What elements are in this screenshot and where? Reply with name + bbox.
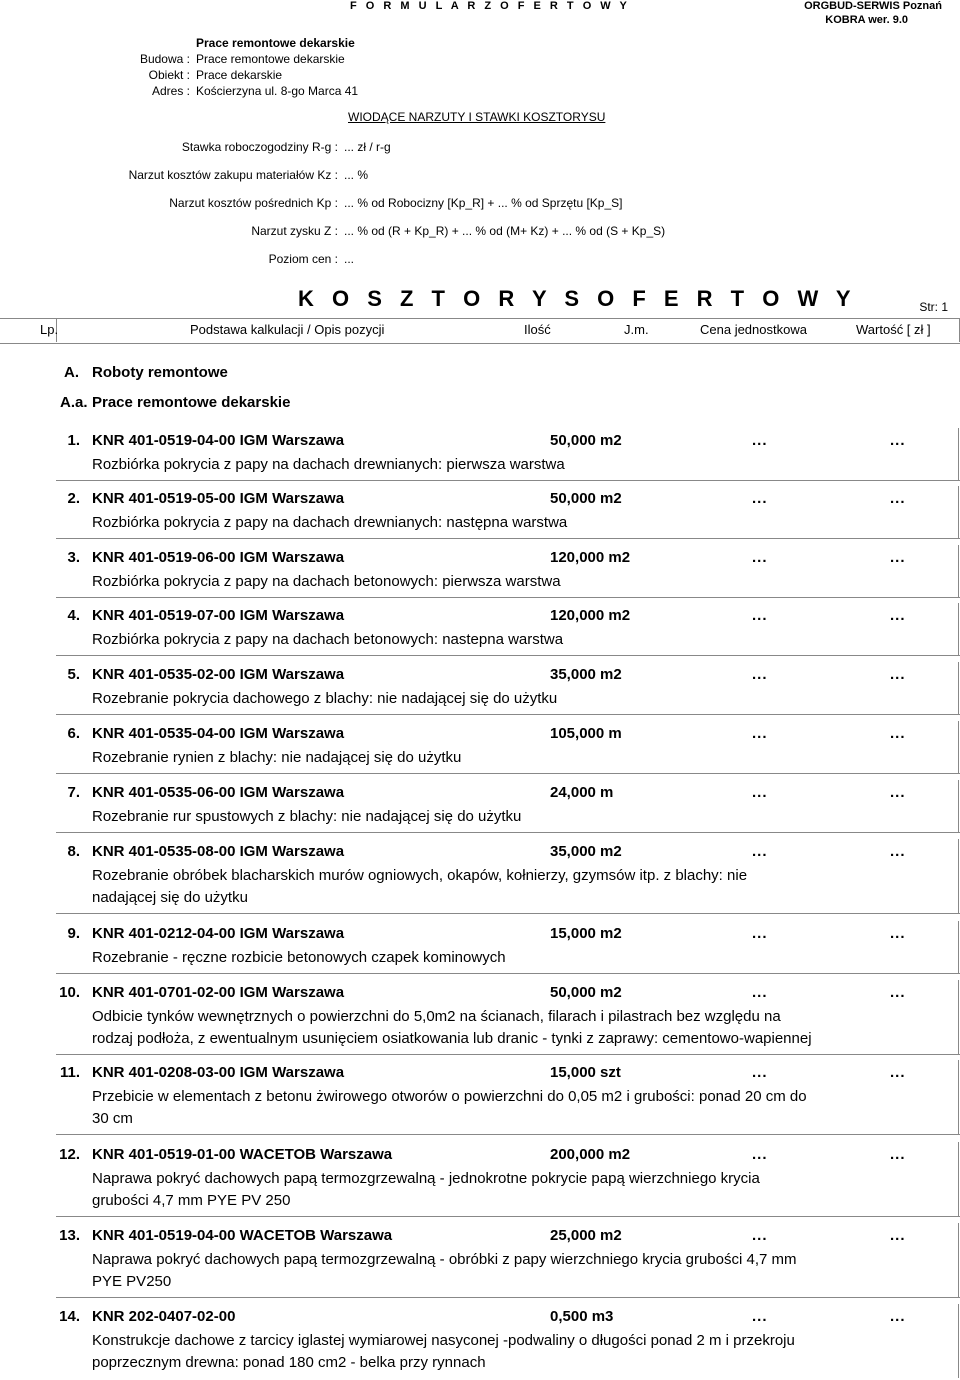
- row-value: ...: [890, 784, 906, 801]
- row-right-border: [958, 486, 959, 538]
- section-aa-name: Prace remontowe dekarskie: [92, 394, 291, 411]
- row-number: 12.: [59, 1146, 80, 1163]
- row-right-border: [958, 1223, 959, 1297]
- row-number: 1.: [67, 432, 80, 449]
- row-number: 4.: [67, 607, 80, 624]
- row-right-border: [958, 721, 959, 773]
- kp-value: ... % od Robocizny [Kp_R] + ... % od Sprzętu [Kp_S]: [344, 196, 623, 210]
- row-unit-price: ...: [752, 725, 768, 742]
- col-lp: Lp.: [40, 322, 59, 337]
- col-basis: Podstawa kalkulacji / Opis pozycji: [190, 322, 385, 337]
- software-version: KOBRA wer. 9.0: [825, 14, 908, 26]
- row-quantity: 120,000 m2: [550, 607, 631, 624]
- column-header-bar: [0, 318, 960, 344]
- row-unit-price: ...: [752, 549, 768, 566]
- row-number: 8.: [67, 843, 80, 860]
- row-unit-price: ...: [752, 607, 768, 624]
- row-unit-price: ...: [752, 490, 768, 507]
- row-number: 5.: [67, 666, 80, 683]
- row-description: Rozbiórka pokrycia z papy na dachach drewnianych: pierwsza warstwa: [92, 456, 565, 473]
- row-quantity: 50,000 m2: [550, 432, 622, 449]
- row-code: KNR 401-0519-07-00 IGM Warszawa: [92, 607, 345, 624]
- row-number: 7.: [67, 784, 80, 801]
- row-separator: [56, 480, 960, 481]
- kz-value: ... %: [344, 168, 369, 182]
- row-value: ...: [890, 1064, 906, 1081]
- adres-value: Kościerzyna ul. 8-go Marca 41: [196, 84, 359, 98]
- row-value: ...: [890, 925, 906, 942]
- section-a-name: Roboty remontowe: [92, 364, 228, 381]
- row-unit-price: ...: [752, 784, 768, 801]
- row-unit-price: ...: [752, 1064, 768, 1081]
- rg-value: ... zł / r-g: [344, 140, 391, 154]
- row-code: KNR 401-0535-08-00 IGM Warszawa: [92, 843, 345, 860]
- row-number: 14.: [59, 1308, 80, 1325]
- row-separator: [56, 832, 960, 833]
- row-unit-price: ...: [752, 843, 768, 860]
- row-code: KNR 401-0535-04-00 IGM Warszawa: [92, 725, 345, 742]
- kp-label: Narzut kosztów pośrednich Kp :: [169, 196, 338, 210]
- row-separator: [56, 597, 960, 598]
- col-unit: J.m.: [624, 322, 649, 337]
- row-quantity: 25,000 m2: [550, 1227, 622, 1244]
- row-right-border: [958, 780, 959, 832]
- document-title: K O S Z T O R Y S O F E R T O W Y: [298, 286, 857, 311]
- row-number: 6.: [67, 725, 80, 742]
- row-number: 10.: [59, 984, 80, 1001]
- row-unit-price: ...: [752, 1227, 768, 1244]
- page-number: Str: 1: [919, 300, 948, 314]
- obiekt-label: Obiekt :: [148, 68, 190, 82]
- row-description: Naprawa pokryć dachowych papą termozgrzewalną - obróbki z papy wierzchniego krycia grubości 4,7 mm PYE PV250: [92, 1251, 797, 1290]
- form-title: F O R M U L A R Z O F E R T O W Y: [350, 0, 630, 12]
- row-right-border: [958, 839, 959, 913]
- price-level-label: Poziom cen :: [268, 252, 338, 266]
- row-value: ...: [890, 1308, 906, 1325]
- company-name: ORGBUD-SERWIS Poznań: [804, 0, 942, 12]
- budowa-label: Budowa :: [139, 52, 190, 66]
- row-unit-price: ...: [752, 925, 768, 942]
- row-separator: [56, 1054, 960, 1055]
- row-description: Rozbiórka pokrycia z papy na dachach betonowych: nastepna warstwa: [92, 631, 564, 648]
- row-number: 13.: [59, 1227, 80, 1244]
- row-description: Rozebranie rynien z blachy: nie nadającej się do użytku: [92, 749, 462, 766]
- price-level-value: ...: [344, 252, 355, 266]
- row-description: Rozebranie pokrycia dachowego z blachy: nie nadającej się do użytku: [92, 690, 558, 707]
- row-description: Rozbiórka pokrycia z papy na dachach drewnianych: następna warstwa: [92, 514, 568, 531]
- rates-title: WIODĄCE NARZUTY I STAWKI KOSZTORYSU: [348, 110, 606, 124]
- row-value: ...: [890, 607, 906, 624]
- row-separator: [56, 538, 960, 539]
- section-a-number: A.: [64, 364, 79, 381]
- row-value: ...: [890, 490, 906, 507]
- row-separator: [56, 714, 960, 715]
- row-separator: [56, 1216, 960, 1217]
- budowa-value: Prace remontowe dekarskie: [196, 52, 345, 66]
- col-unit-price: Cena jednostkowa: [700, 322, 807, 337]
- row-number: 2.: [67, 490, 80, 507]
- row-description: Przebicie w elementach z betonu żwirowego otworów o powierzchni do 0,05 m2 i grubości: ponad 20 cm do 30 cm: [92, 1088, 807, 1127]
- row-unit-price: ...: [752, 666, 768, 683]
- row-unit-price: ...: [752, 984, 768, 1001]
- row-code: KNR 401-0535-06-00 IGM Warszawa: [92, 784, 345, 801]
- row-description: Rozbiórka pokrycia z papy na dachach betonowych: pierwsza warstwa: [92, 573, 561, 590]
- row-value: ...: [890, 1227, 906, 1244]
- row-quantity: 15,000 m2: [550, 925, 622, 942]
- row-description: Rozebranie rur spustowych z blachy: nie nadającej się do użytku: [92, 808, 522, 825]
- row-right-border: [958, 980, 959, 1054]
- row-separator: [56, 913, 960, 914]
- row-separator: [56, 655, 960, 656]
- row-value: ...: [890, 432, 906, 449]
- row-number: 9.: [67, 925, 80, 942]
- col-qty: Ilość: [524, 322, 551, 337]
- row-value: ...: [890, 549, 906, 566]
- row-unit-price: ...: [752, 1308, 768, 1325]
- row-code: KNR 401-0519-05-00 IGM Warszawa: [92, 490, 345, 507]
- row-right-border: [958, 1060, 959, 1134]
- project-name: Prace remontowe dekarskie: [196, 36, 355, 50]
- row-right-border: [958, 1304, 959, 1378]
- row-separator: [56, 1297, 960, 1298]
- row-code: KNR 202-0407-02-00: [92, 1308, 236, 1325]
- rg-label: Stawka roboczogodziny R-g :: [181, 140, 338, 154]
- row-separator: [56, 973, 960, 974]
- row-quantity: 15,000 szt: [550, 1064, 621, 1081]
- row-description: Konstrukcje dachowe z tarcicy iglastej wymiarowej nasyconej -podwaliny o długości ponad 2 m i przekroju poprzecznym drewna: ponad 180 cm2 - belka przy rynnach: [92, 1332, 795, 1371]
- z-value: ... % od (R + Kp_R) + ... % od (M+ Kz) + ... % od (S + Kp_S): [344, 224, 666, 238]
- obiekt-value: Prace dekarskie: [196, 68, 283, 82]
- row-quantity: 35,000 m2: [550, 666, 622, 683]
- row-unit-price: ...: [752, 1146, 768, 1163]
- row-code: KNR 401-0208-03-00 IGM Warszawa: [92, 1064, 345, 1081]
- row-value: ...: [890, 843, 906, 860]
- row-right-border: [958, 1142, 959, 1216]
- z-label: Narzut zysku Z :: [251, 224, 338, 238]
- row-value: ...: [890, 725, 906, 742]
- row-value: ...: [890, 984, 906, 1001]
- row-separator: [56, 773, 960, 774]
- row-right-border: [958, 428, 959, 480]
- row-code: KNR 401-0535-02-00 IGM Warszawa: [92, 666, 345, 683]
- row-description: Rozebranie obróbek blacharskich murów ogniowych, okapów, kołnierzy, gzymsów itp. z blachy: nie nadającej się do użytku: [92, 867, 748, 906]
- kz-label: Narzut kosztów zakupu materiałów Kz :: [128, 168, 338, 182]
- row-code: KNR 401-0212-04-00 IGM Warszawa: [92, 925, 345, 942]
- row-quantity: 35,000 m2: [550, 843, 622, 860]
- row-value: ...: [890, 666, 906, 683]
- col-value: Wartość [ zł ]: [856, 322, 931, 337]
- row-code: KNR 401-0519-04-00 WACETOB Warszawa: [92, 1227, 393, 1244]
- row-quantity: 24,000 m: [550, 784, 614, 801]
- row-right-border: [958, 603, 959, 655]
- row-right-border: [958, 545, 959, 597]
- row-quantity: 200,000 m2: [550, 1146, 631, 1163]
- section-aa-number: A.a.: [60, 394, 88, 411]
- row-number: 11.: [59, 1064, 80, 1081]
- row-description: Rozebranie - ręczne rozbicie betonowych czapek kominowych: [92, 949, 506, 966]
- row-code: KNR 401-0701-02-00 IGM Warszawa: [92, 984, 345, 1001]
- row-separator: [56, 1134, 960, 1135]
- row-number: 3.: [67, 549, 80, 566]
- row-code: KNR 401-0519-06-00 IGM Warszawa: [92, 549, 345, 566]
- row-right-border: [958, 921, 959, 973]
- row-right-border: [958, 662, 959, 714]
- row-code: KNR 401-0519-01-00 WACETOB Warszawa: [92, 1146, 393, 1163]
- row-value: ...: [890, 1146, 906, 1163]
- adres-label: Adres :: [151, 84, 190, 98]
- row-quantity: 50,000 m2: [550, 490, 622, 507]
- row-quantity: 50,000 m2: [550, 984, 622, 1001]
- row-description: Odbicie tynków wewnętrznych o powierzchni do 5,0m2 na ścianach, filarach i pilastrach bez względu na rodzaj podłoża, z ewentualnym usunięciem osiatkowania lub dranic - tynki z zaprawy: cementowo-wapiennej: [92, 1008, 812, 1047]
- row-quantity: 120,000 m2: [550, 549, 631, 566]
- row-quantity: 0,500 m3: [550, 1308, 614, 1325]
- row-unit-price: ...: [752, 432, 768, 449]
- row-code: KNR 401-0519-04-00 IGM Warszawa: [92, 432, 345, 449]
- row-quantity: 105,000 m: [550, 725, 622, 742]
- row-description: Naprawa pokryć dachowych papą termozgrzewalną - jednokrotne pokrycie papą wierzchniego krycia grubości 4,7 mm PYE PV 250: [92, 1170, 760, 1209]
